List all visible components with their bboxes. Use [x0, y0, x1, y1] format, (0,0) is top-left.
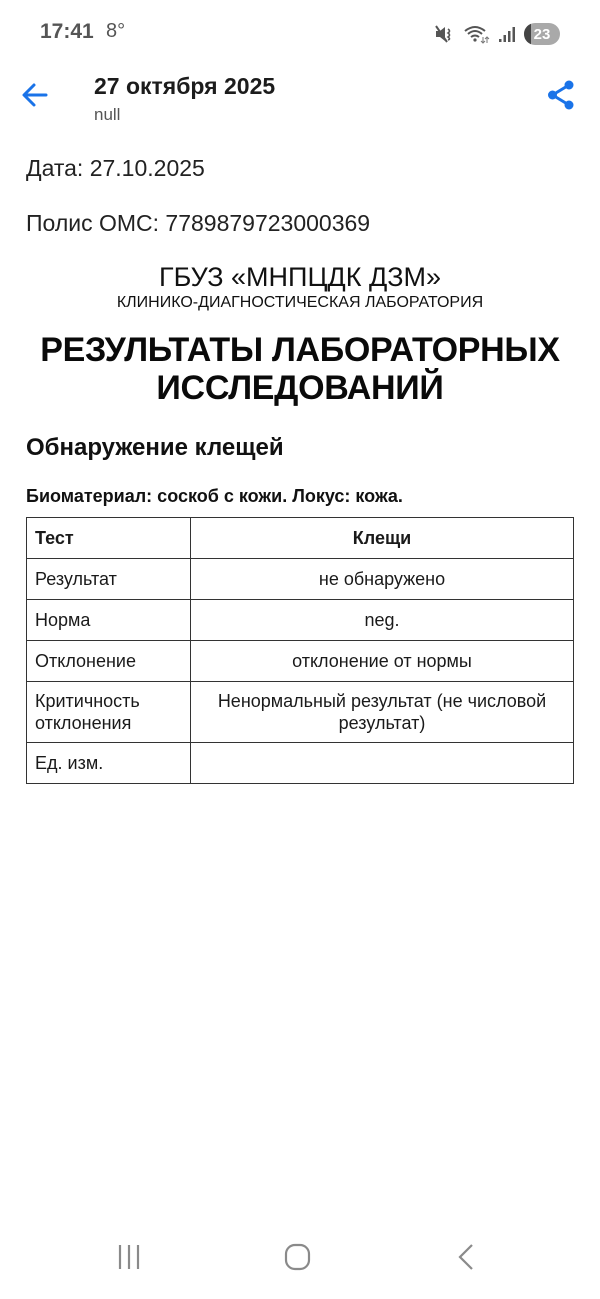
- document-title: РЕЗУЛЬТАТЫ ЛАБОРАТОРНЫХ ИССЛЕДОВАНИЙ: [40, 331, 560, 407]
- battery-level: 23: [533, 25, 551, 43]
- arrow-left-icon: [21, 81, 49, 114]
- department-name: КЛИНИКО-ДИАГНОСТИЧЕСКАЯ ЛАБОРАТОРИЯ: [116, 294, 484, 311]
- row-label: Критичность отклонения: [27, 682, 191, 743]
- status-icons: [434, 22, 560, 46]
- row-value: neg.: [191, 600, 574, 641]
- results-table: [26, 517, 574, 784]
- table-row: [27, 743, 574, 784]
- table-row: [27, 641, 574, 682]
- back-button[interactable]: [18, 80, 52, 114]
- chevron-left-icon: [454, 1242, 478, 1277]
- home-icon: [283, 1242, 313, 1277]
- row-label: Норма: [27, 600, 191, 641]
- row-value: Ненормальный результат (не числовой результат): [191, 682, 574, 743]
- home-button[interactable]: [278, 1239, 318, 1279]
- page-title: 27 октября 2025: [94, 73, 276, 99]
- status-time: 17:41: [40, 20, 94, 43]
- header-test: Тест: [27, 518, 191, 559]
- table-row: [27, 682, 574, 743]
- row-label: Отклонение: [27, 641, 191, 682]
- status-temperature: 8°: [106, 20, 126, 42]
- nav-back-button[interactable]: [446, 1239, 486, 1279]
- mute-icon: [434, 24, 456, 44]
- row-value: не обнаружено: [191, 559, 574, 600]
- date-line: Дата: 27.10.2025: [26, 155, 205, 181]
- recents-button[interactable]: [110, 1239, 150, 1279]
- header-mites: Клещи: [191, 518, 574, 559]
- biomaterial-line: Биоматериал: соскоб с кожи. Локус: кожа.: [26, 486, 403, 506]
- organization-name: ГБУЗ «МНПЦДК ДЗМ»: [158, 262, 442, 292]
- row-value: [191, 743, 574, 784]
- row-value: отклонение от нормы: [191, 641, 574, 682]
- policy-line: Полис ОМС: 7789879723000369: [26, 210, 371, 236]
- page-subtitle: null: [94, 105, 121, 124]
- share-icon: [547, 80, 575, 115]
- table-header-row: [27, 518, 574, 559]
- system-nav-bar: [0, 1219, 600, 1299]
- status-bar: [0, 0, 600, 68]
- app-bar: [0, 68, 600, 130]
- table-row: [27, 600, 574, 641]
- wifi-icon: [464, 24, 490, 44]
- document-content: [26, 150, 574, 784]
- signal-icon: [498, 25, 516, 43]
- title-block: [94, 72, 275, 125]
- battery-icon: [524, 23, 560, 45]
- row-label: Результат: [27, 559, 191, 600]
- share-button[interactable]: [544, 80, 578, 114]
- row-label: Ед. изм.: [27, 743, 191, 784]
- section-title: Обнаружение клещей: [26, 434, 284, 461]
- table-row: [27, 559, 574, 600]
- recents-icon: [115, 1243, 145, 1276]
